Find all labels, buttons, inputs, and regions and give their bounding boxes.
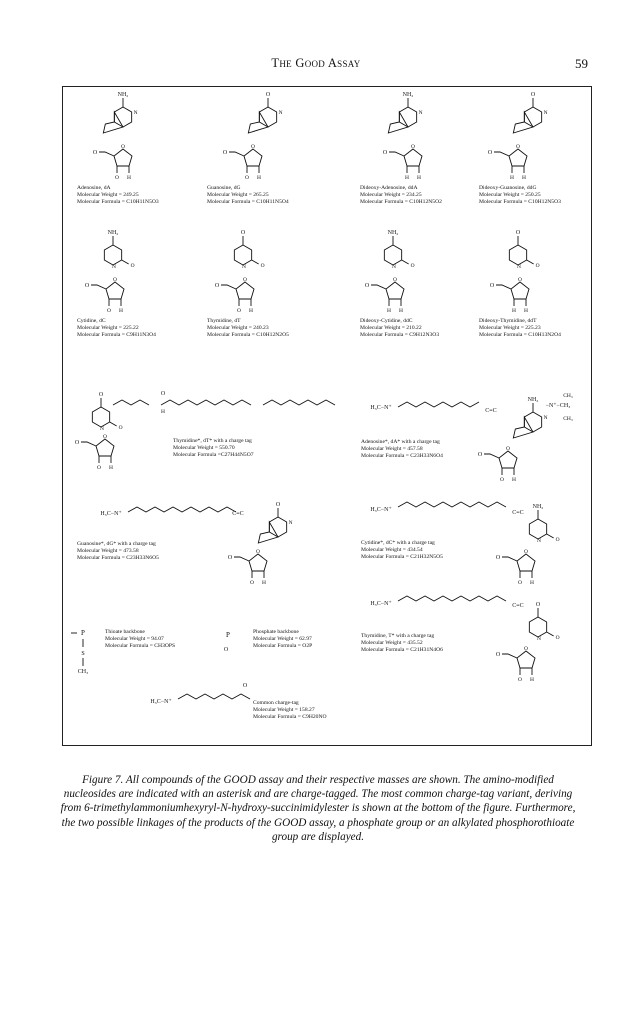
oxygen-label: O <box>364 283 370 289</box>
substituent-label: H <box>512 308 516 314</box>
exocyclic-label: NH₂ <box>532 504 544 510</box>
compound-name: Common charge-tag <box>253 700 299 706</box>
methyl-label: CH₃ <box>563 416 573 422</box>
compound-entry-phosphate-backbone <box>253 629 312 650</box>
carbonyl-bond <box>402 260 409 264</box>
purine-five-ring <box>248 112 268 133</box>
exocyclic-label: O <box>98 392 104 398</box>
thymidine-star-sugar <box>96 439 114 456</box>
substituent-label: O <box>97 465 101 471</box>
alkyne-label: C≡C <box>232 511 244 517</box>
compound-entry-thioate-backbone <box>105 629 175 650</box>
adenosine-star-sugar <box>499 451 517 468</box>
substituent-label: H <box>405 175 409 181</box>
dideoxy-thymidine-base <box>509 245 526 265</box>
charge-tag-chain <box>398 402 479 407</box>
charge-tag-chain <box>128 507 236 512</box>
carbonyl-label: O <box>118 425 123 431</box>
molecular-weight: Molecular Weight = 225.22 <box>77 325 139 331</box>
exocyclic-label: O <box>265 92 271 98</box>
ring-oxygen-label: O <box>506 446 510 452</box>
methyl-label: CH₃ <box>563 393 573 399</box>
molecular-formula: Molecular Formula =C27H44N5O7 <box>173 452 254 458</box>
compound-entry-cytidine <box>77 318 156 339</box>
compound-name: Thymidine, dT <box>207 318 241 324</box>
hydroxymethyl-bond <box>99 152 114 156</box>
ring-oxygen-label: O <box>256 549 260 555</box>
carbonyl-label: O <box>555 537 560 543</box>
compound-name: Thymidine, T* with a charge tag <box>361 633 435 639</box>
substituent-label: H <box>262 580 266 586</box>
compound-entry-adenosine <box>77 185 159 206</box>
phosphorus-label: P <box>81 629 85 637</box>
ring-oxygen-label: O <box>524 549 528 555</box>
ammonium-label: H₃C−N⁺ <box>150 699 172 705</box>
ring-n-label: N <box>242 264 246 270</box>
hydroxymethyl-bond <box>221 285 236 289</box>
substituent-label: H <box>109 465 113 471</box>
molecular-weight: Molecular Weight = 250.25 <box>479 192 541 198</box>
oxygen-label: O <box>495 652 501 658</box>
molecular-weight: Molecular Weight = 434.54 <box>361 547 423 553</box>
molecular-weight: Molecular Weight = 240.23 <box>207 325 269 331</box>
molecular-formula: Molecular Formula = C10H13N2O4 <box>479 332 561 338</box>
substituent-label: O <box>250 580 254 586</box>
purine-five-ring <box>388 112 408 133</box>
ring-n-label: N <box>418 110 423 116</box>
ring-n-label: N <box>100 426 104 432</box>
figure-7 <box>62 86 592 746</box>
compound-entry-dideoxy-cytidine <box>360 318 439 339</box>
exocyclic-label: O <box>530 92 536 98</box>
substituent-label: O <box>107 308 111 314</box>
compound-entry-thymidine-star-charge <box>361 633 443 654</box>
purine-five-ring <box>513 112 533 133</box>
carbonyl-label: O <box>410 263 415 269</box>
molecular-weight: Molecular Weight = 473.58 <box>77 548 139 554</box>
exocyclic-label: O <box>535 602 541 608</box>
substituent-label: O <box>115 175 119 181</box>
dideoxy-guanosine-sugar <box>509 149 527 166</box>
molecular-weight: Molecular Weight = 158.27 <box>253 707 315 713</box>
amide-h-label: H <box>161 409 165 415</box>
oxygen-label: O <box>477 452 483 458</box>
oxygen-label: O <box>214 283 220 289</box>
charge-tag-chain <box>398 596 506 601</box>
oxygen-label: O <box>84 283 90 289</box>
purine-five-ring <box>103 112 123 133</box>
ammonium-label: H₃C−N⁺ <box>370 405 392 411</box>
molecular-formula: Molecular Formula = CH3OPS <box>105 643 176 649</box>
exocyclic-label: O <box>515 230 521 236</box>
substituent-label: H <box>249 308 253 314</box>
ammonium-label: H₃C−N⁺ <box>370 507 392 513</box>
hydroxymethyl-bond <box>371 285 386 289</box>
oxygen-label: O <box>92 150 98 156</box>
molecular-weight: Molecular Weight = 225.23 <box>479 325 541 331</box>
carbonyl-label: O <box>242 683 248 689</box>
substituent-label: H <box>387 308 391 314</box>
adenosine-sugar <box>114 149 132 166</box>
compound-name: Thioate backbone <box>105 629 145 635</box>
page-number: 59 <box>575 56 588 71</box>
compound-entry-cytidine-star <box>361 540 443 561</box>
substituent-label: H <box>399 308 403 314</box>
exocyclic-label: NH₂ <box>107 230 119 236</box>
substituent-label: H <box>510 175 514 181</box>
ring-n-label: N <box>112 264 116 270</box>
substituent-label: O <box>500 477 504 483</box>
guanosine-star-sugar <box>249 554 267 571</box>
substituent-label: H <box>512 477 516 483</box>
hydroxymethyl-bond <box>234 557 249 561</box>
guanosine-sugar <box>244 149 262 166</box>
thymidine-star-charge-sugar <box>517 651 535 668</box>
oxygen-label: O <box>223 647 229 653</box>
ring-n-label: N <box>537 636 541 642</box>
ring-oxygen-label: O <box>518 277 522 283</box>
compound-entry-common-charge-tag <box>253 700 327 721</box>
hydroxymethyl-bond <box>91 285 106 289</box>
molecular-weight: Molecular Weight = 62.97 <box>253 636 312 642</box>
compound-entry-thymidine <box>207 318 289 339</box>
substituent-label: H <box>257 175 261 181</box>
linker-chain <box>113 400 149 405</box>
hydroxymethyl-bond <box>502 654 517 658</box>
oxygen-label: O <box>382 150 388 156</box>
cytidine-base <box>104 245 121 265</box>
substituent-label: H <box>530 580 534 586</box>
ammonium-label: H₃C−N⁺ <box>100 511 122 517</box>
molecular-formula: Molecular Formula = C21H31N4O6 <box>361 647 443 653</box>
molecular-formula: Molecular Formula = C23H33N6O4 <box>361 453 443 459</box>
carbonyl-bond <box>547 534 554 538</box>
compound-name: Dideoxy-Adenosine, ddA <box>360 185 418 191</box>
purine-five-ring <box>258 522 278 543</box>
ring-oxygen-label: O <box>103 434 107 440</box>
substituent-label: H <box>522 175 526 181</box>
ammonium-label: −N⁺−CH₃ <box>545 403 571 409</box>
molecular-formula: Molecular Formula = C23H33N6O5 <box>77 555 159 561</box>
compound-name: Dideoxy-Cytidine, ddC <box>360 318 413 324</box>
molecular-formula: Molecular Formula = C9H20NO <box>253 714 327 720</box>
ring-n-label: N <box>543 110 548 116</box>
methyl-label: CH₃ <box>77 669 89 675</box>
alkyne-label: C≡C <box>512 603 524 609</box>
compound-name: Thymidine*, dT* with a charge tag <box>173 438 252 444</box>
ring-n-label: N <box>537 538 541 544</box>
amide-o-label: O <box>160 391 166 397</box>
molecular-formula: Molecular Formula = C10H12N5O2 <box>360 199 442 205</box>
ring-oxygen-label: O <box>411 144 415 150</box>
molecular-weight: Molecular Weight = 550.70 <box>173 445 235 451</box>
substituent-label: O <box>245 175 249 181</box>
dideoxy-cytidine-sugar <box>386 282 404 299</box>
molecular-weight: Molecular Weight = 210.22 <box>360 325 422 331</box>
ring-oxygen-label: O <box>243 277 247 283</box>
molecular-weight: Molecular Weight = 435.52 <box>361 640 423 646</box>
ring-oxygen-label: O <box>121 144 125 150</box>
hydroxymethyl-bond <box>229 152 244 156</box>
carbonyl-bond <box>122 260 129 264</box>
compound-entry-dideoxy-thymidine <box>479 318 561 339</box>
ring-n-label: N <box>392 264 396 270</box>
compound-entry-adenosine-star <box>361 439 443 460</box>
ammonium-label: H₃C−N⁺ <box>370 601 392 607</box>
thymidine-base <box>234 245 251 265</box>
hydroxymethyl-bond <box>494 152 509 156</box>
sulfur-label: S <box>81 651 85 657</box>
purine-five-ring <box>513 417 533 438</box>
charge-tag-chain <box>398 502 506 507</box>
molecular-formula: Molecular Formula = C10H12N5O3 <box>479 199 561 205</box>
compound-name: Dideoxy-Thymidine, ddT <box>479 318 537 324</box>
compound-entry-guanosine <box>207 185 289 206</box>
compound-name: Guanosine, dG <box>207 185 241 191</box>
oxygen-label: O <box>222 150 228 156</box>
substituent-label: O <box>237 308 241 314</box>
cytidine-star-sugar <box>517 554 535 571</box>
dideoxy-cytidine-base <box>384 245 401 265</box>
exocyclic-label: NH₂ <box>117 92 129 98</box>
compound-entry-dideoxy-guanosine <box>479 185 561 206</box>
compound-name: Phosphate backbone <box>253 629 299 635</box>
substituent-label: H <box>530 677 534 683</box>
dideoxy-thymidine-sugar <box>511 282 529 299</box>
oxygen-label: O <box>227 555 233 561</box>
oxygen-label: O <box>489 283 495 289</box>
compound-name: Dideoxy-Guanosine, ddG <box>479 185 537 191</box>
alkyne-label: C≡C <box>485 408 497 414</box>
substituent-label: H <box>417 175 421 181</box>
compound-name: Cytidine*, dC* with a charge tag <box>361 540 435 546</box>
carbonyl-bond <box>110 422 117 426</box>
hydroxymethyl-bond <box>496 285 511 289</box>
alkyne-label: C≡C <box>512 510 524 516</box>
phosphorus-label: P <box>226 631 230 639</box>
compound-name: Adenosine, dA <box>77 185 111 191</box>
compound-name: Cytidine, dC <box>77 318 106 324</box>
carbonyl-bond <box>527 260 534 264</box>
carbonyl-bond <box>547 632 554 636</box>
dideoxy-adenosine-sugar <box>404 149 422 166</box>
charge-tag-chain <box>178 694 250 699</box>
compound-entry-guanosine-star <box>77 541 159 562</box>
hexyl-chain <box>161 400 251 405</box>
hydroxymethyl-bond <box>81 442 96 446</box>
compound-name: Guanosine*, dG* with a charge tag <box>77 541 156 547</box>
molecular-formula: Molecular Formula = C9H12N3O3 <box>360 332 440 338</box>
ring-n-label: N <box>288 520 293 526</box>
compound-entry-thymidine-star <box>173 438 254 459</box>
thymidine-star-charge-base <box>529 617 546 637</box>
molecular-formula: Molecular Formula = C10H11N5O4 <box>207 199 289 205</box>
ring-n-label: N <box>517 264 521 270</box>
ring-n-label: N <box>133 110 138 116</box>
molecular-formula: Molecular Formula = C21H32N5O5 <box>361 554 443 560</box>
ring-oxygen-label: O <box>516 144 520 150</box>
substituent-label: H <box>524 308 528 314</box>
ring-oxygen-label: O <box>393 277 397 283</box>
oxygen-label: O <box>487 150 493 156</box>
ring-n-label: N <box>543 415 548 421</box>
molecular-weight: Molecular Weight = 265.25 <box>207 192 269 198</box>
carbonyl-bond <box>252 260 259 264</box>
charge-tag-chain <box>263 400 335 405</box>
thymidine-star-base <box>92 407 109 427</box>
running-title: The Good Assay <box>271 56 361 70</box>
compound-entry-dideoxy-adenosine <box>360 185 442 206</box>
page-header <box>0 56 632 76</box>
molecular-formula: Molecular Formula = C10H12N2O5 <box>207 332 289 338</box>
oxygen-label: O <box>495 555 501 561</box>
ring-oxygen-label: O <box>251 144 255 150</box>
figure-caption: Figure 7. All compounds of the GOOD assay and their respective masses are shown. The amino-modified nucleosides are indicated with an asterisk and are charge-tagged. The most common charge-tag variant, deriving from 6-trimethylammoniumhexyryl-N-hydroxy-succinimidylester is shown at the bottom of the figure. Furthermore, the two possible linkages of the products of the GOOD assay, a phosphate group or an alkylated phosphorothioate group are displayed. <box>60 774 576 843</box>
cytidine-sugar <box>106 282 124 299</box>
cytidine-star-base <box>529 519 546 539</box>
molecular-weight: Molecular Weight = 94.07 <box>105 636 164 642</box>
hydroxymethyl-bond <box>502 557 517 561</box>
ring-oxygen-label: O <box>113 277 117 283</box>
substituent-label: H <box>119 308 123 314</box>
exocyclic-label: O <box>275 502 281 508</box>
substituent-label: H <box>127 175 131 181</box>
hydroxymethyl-bond <box>389 152 404 156</box>
carbonyl-label: O <box>535 263 540 269</box>
molecular-formula: Molecular Formula = C10H11N5O3 <box>77 199 159 205</box>
carbonyl-label: O <box>555 635 560 641</box>
ring-oxygen-label: O <box>524 646 528 652</box>
molecular-weight: Molecular Weight = 249.25 <box>77 192 139 198</box>
hydroxymethyl-bond <box>484 454 499 458</box>
molecular-formula: Molecular Formula = O2P <box>253 643 313 649</box>
carbonyl-label: O <box>260 263 265 269</box>
molecular-formula: Molecular Formula = C9H11N3O4 <box>77 332 156 338</box>
substituent-label: O <box>518 580 522 586</box>
compound-name: Adenosine*, dA* with a charge tag <box>361 439 440 445</box>
exocyclic-label: NH₂ <box>387 230 399 236</box>
thymidine-sugar <box>236 282 254 299</box>
exocyclic-label: NH₂ <box>402 92 414 98</box>
substituent-label: O <box>518 677 522 683</box>
exocyclic-label: O <box>240 230 246 236</box>
molecular-weight: Molecular Weight = 234.25 <box>360 192 422 198</box>
carbonyl-label: O <box>130 263 135 269</box>
exocyclic-label: NH₂ <box>527 397 539 403</box>
molecular-weight: Molecular Weight = 457.58 <box>361 446 423 452</box>
ring-n-label: N <box>278 110 283 116</box>
oxygen-label: O <box>74 440 80 446</box>
